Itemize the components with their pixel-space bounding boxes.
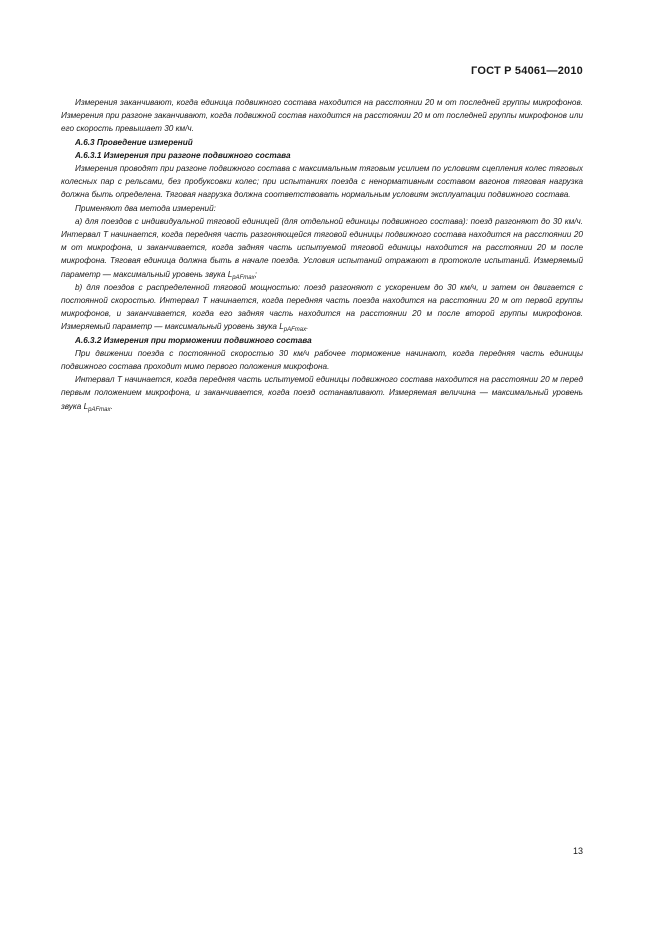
paragraph-braking-interval [61,373,583,413]
paragraph-acceleration: Измерения проводят при разгоне подвижного состава с максимальным тяговым усилием по условиям сцепления колес тяговых колесных пар с рельсами, без пробуксовки колес; при испытаниях поезда с ненормативным составом вагонов тяговая нагрузка должна быть определена. Тяговая нагрузка должна соответствовать нормальным условиям эксплуатации подвижного состава. [61,164,583,200]
paragraph-braking: При движении поезда с постоянной скоростью 30 км/ч рабочее торможение начинают, когда передняя часть единицы подвижного состава проходит мимо первого положения микрофона. [61,348,583,372]
method-b-text: b) для поездов с распределенной тяговой мощностью: поезд разгоняют с ускорением до 30 км/ч, и затем он двигается с постоянной скоростью. Интервал Т начинается, когда передняя часть поезда находится на расстоянии 20 м от первой группы микрофонов, и заканчивается, когда его задняя часть находится на расстоянии 20 м после второй группы микрофонов. Измеряемый параметр — максимальный уровень звука L [61,282,583,332]
paragraph-method-b [61,281,583,334]
paragraph-method-a [61,215,583,281]
paragraph-methods-intro: Применяют два метода измерений: [75,203,216,213]
section-heading-a63: А.6.3 Проведение измерений [75,137,193,147]
section-heading-a632: А.6.3.2 Измерения при торможении подвижного состава [75,335,312,345]
section-heading-a631: А.6.3.1 Измерения при разгоне подвижного состава [75,150,291,160]
page-number: 13 [572,846,583,856]
paragraph-measurement-end: Измерения заканчивают, когда единица подвижного состава находится на расстоянии 20 м от последней группы микрофонов. Измерения при разгоне заканчивают, когда подвижной состав находится на расстоянии 20 м от последней группы микрофонов или его скорость превышает 30 км/ч. [61,98,583,134]
braking-interval-end: . [110,401,113,411]
method-a-text: а) для поездов с индивидуальной тяговой единицей (для отдельной единицы подвижного состава): поезд разгоняют до 30 км/ч. Интервал Т начинается, когда передняя часть разгоняющейся тяговой единицы подвижного состава находится на расстоянии 20 м от микрофона, и заканчивается, когда задняя часть испытуемой тяговой единицы находится на расстоянии 20 м после микрофона. Тяговая единица должна быть в начале поезда. Условия испытаний отражают в протоколе испытаний. Измеряемый параметр — максимальный уровень звука L [61,216,583,279]
method-b-subscript: pAFmax [283,327,307,334]
standard-header: ГОСТ Р 54061—2010 [471,65,583,77]
braking-interval-text: Интервал Т начинается, когда передняя часть испытуемой единицы подвижного состава находится на расстоянии 20 м перед первым положением микрофона, и заканчивается, когда поезд останавливают. Измеряемая величина — максимальный уровень звука L [61,375,583,411]
braking-interval-subscript: pAFmax [88,406,111,413]
method-a-end: ; [254,269,257,279]
document-body [61,96,583,413]
method-b-end: . [306,322,309,332]
method-a-subscript: pAFmax [232,274,255,281]
